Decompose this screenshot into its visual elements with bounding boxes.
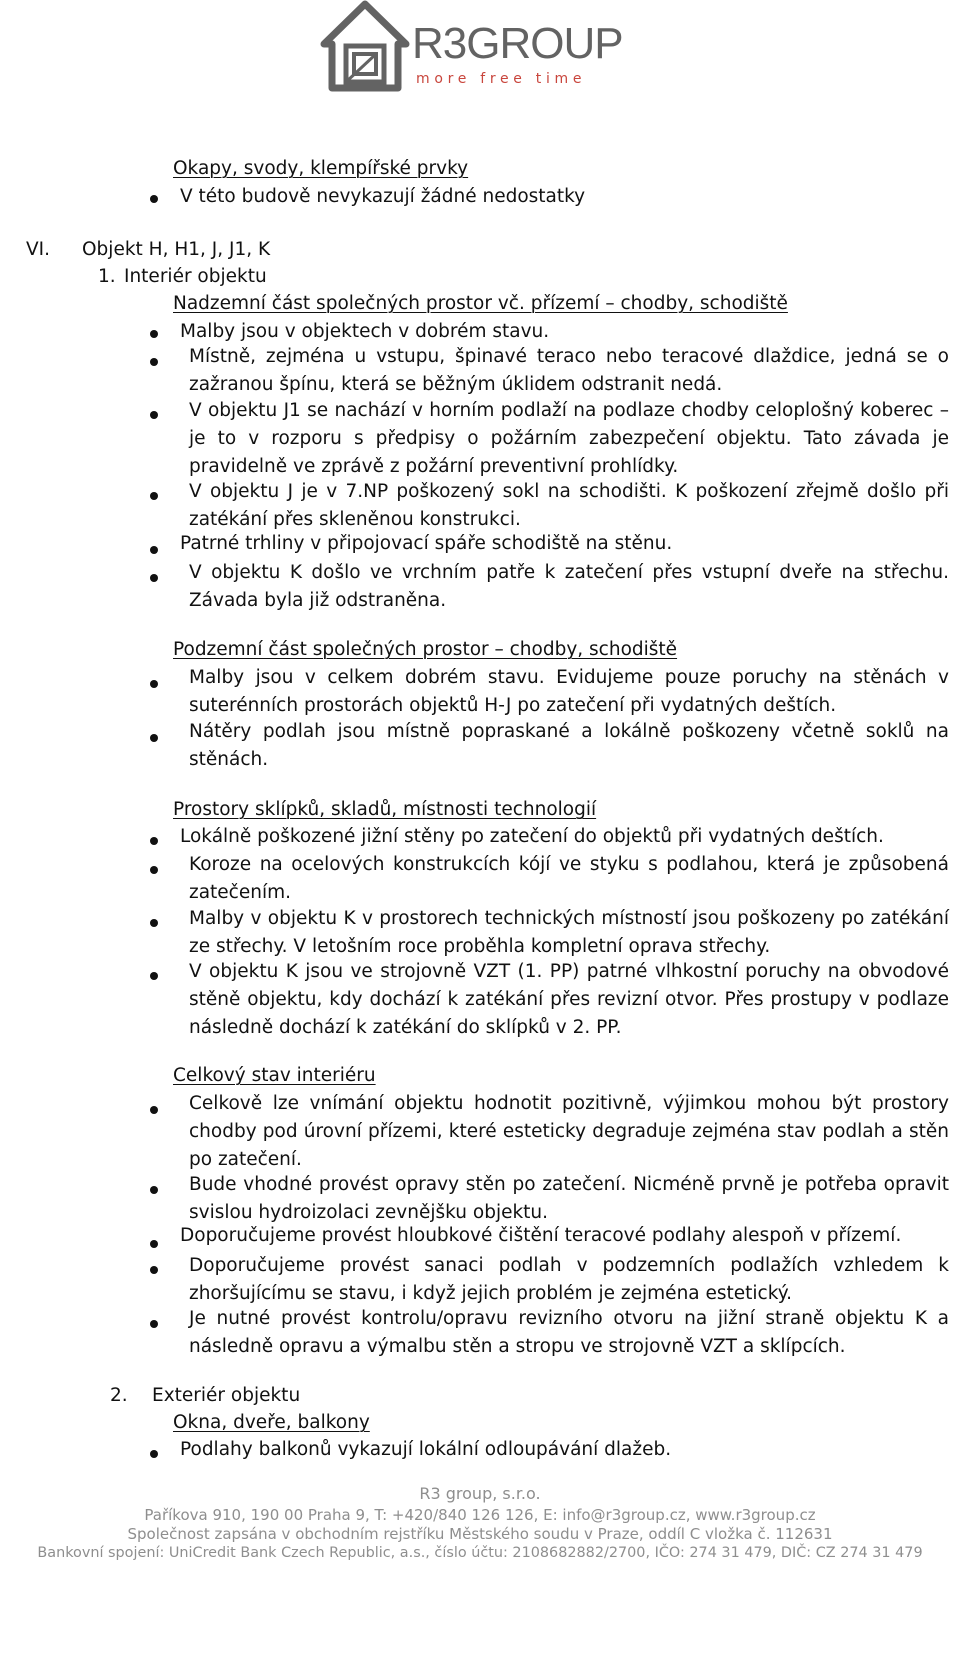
bullet-icon	[150, 919, 158, 927]
list-item: Malby v objektu K v prostorech technických místností jsou poškozeny po zatékání ze střechy. V letošním roce proběhla kompletní oprava střechy.	[189, 908, 949, 957]
bullet-icon	[150, 195, 158, 203]
list-item: Doporučujeme provést sanaci podlah v podzemních podlažích vzhledem k zhoršujícímu se stavu, i když jejich problém je zejména estetický.	[189, 1255, 949, 1304]
bullet-icon	[150, 866, 158, 874]
footer-bank: Bankovní spojení: UniCredit Bank Czech Republic, a.s., číslo účtu: 2108682882/2700, IČO: 274 31 479, DIČ: CZ 274 31 479	[37, 1545, 923, 1561]
list-item: Malby jsou v celkem dobrém stavu. Evidujeme pouze poruchy na stěnách v suterénních prostorách objektů H-J po zatečení při vydatných deštích.	[189, 667, 949, 716]
list-item: V objektu K došlo ve vrchním patře k zatečení přes vstupní dveře na střechu. Závada byla již odstraněna.	[189, 562, 949, 611]
bullet-icon	[150, 1266, 158, 1274]
list-item: Podlahy balkonů vykazují lokální odloupávání dlažeb.	[180, 1439, 672, 1460]
footer-register: Společnost zapsána v obchodním rejstříku Městského soudu v Praze, oddíl C vložka č. 112631	[127, 1525, 833, 1543]
list-item: V objektu K jsou ve strojovně VZT (1. PP) patrné vlhkostní poruchy na obvodové stěně objektu, kdy dochází k zatékání přes revizní otvor. Přes prostupy v podlaze následně dochází k zatékání do sklípků v 2. PP.	[189, 961, 949, 1038]
list-item: V objektu J je v 7.NP poškozený sokl na schodišti. K poškození zřejmě došlo při zatékání přes skleněnou konstrukci.	[189, 481, 949, 530]
list-item: Lokálně poškozené jižní stěny po zatečení do objektů při vydatných deštích.	[180, 826, 884, 847]
subsection-number-2: 2.	[110, 1385, 128, 1406]
list-item: Celkově lze vnímání objektu hodnotit pozitivně, výjimkou mohou být prostory chodby pod úrovní přízemi, které esteticky degraduje zejména stav podlah a stěn po zatečení.	[189, 1093, 949, 1170]
bullet-icon	[150, 1450, 158, 1458]
bullet-icon	[150, 492, 158, 500]
logo-tagline: more free time	[416, 71, 587, 87]
bullet-icon	[150, 734, 158, 742]
list-item: Koroze na ocelových konstrukcích kójí ve styku s podlahou, která je způsobená zatečením.	[189, 854, 949, 903]
section-title-vi: Objekt H, H1, J, J1, K	[82, 239, 271, 260]
list-item: Doporučujeme provést hloubkové čištění teracové podlahy alespoň v přízemí.	[180, 1225, 902, 1246]
bullet-icon	[150, 1240, 158, 1248]
list-item: Místně, zejména u vstupu, špinavé teraco nebo teracové dlaždice, jedná se o zažranou špínu, která se běžným úklidem odstranit nedá.	[189, 346, 949, 395]
bullet-icon	[150, 358, 158, 366]
company-logo	[320, 0, 630, 92]
logo-wordmark: R3GROUP	[412, 19, 623, 68]
bullet-icon	[150, 1186, 158, 1194]
list-item: V této budově nevykazují žádné nedostatky	[180, 186, 586, 207]
section-number-vi: VI.	[26, 239, 50, 260]
list-item: V objektu J1 se nachází v horním podlaží na podlaze chodby celoplošný koberec – je to v rozporu s předpisy o požárním zabezpečení objektu. Tato závada je pravidelně ve zprávě z požární preventivní prohlídky.	[189, 400, 949, 477]
heading-okna: Okna, dveře, balkony	[173, 1412, 370, 1433]
subsection-title-2: Exteriér objektu	[152, 1385, 301, 1406]
bullet-icon	[150, 546, 158, 554]
heading-okapy: Okapy, svody, klempířské prvky	[173, 158, 469, 179]
subsection-number-1: 1.	[98, 266, 116, 287]
list-item: Malby jsou v objektech v dobrém stavu.	[180, 321, 550, 342]
list-item: Patrné trhliny v připojovací spáře schodiště na stěnu.	[180, 533, 673, 554]
bullet-icon	[150, 680, 158, 688]
list-item: Bude vhodné provést opravy stěn po zatečení. Nicméně prvně je potřeba opravit svislou hydroizolaci zevnějšku objektu.	[189, 1174, 949, 1223]
bullet-icon	[150, 574, 158, 582]
heading-celkovy: Celkový stav interiéru	[173, 1065, 376, 1086]
bullet-icon	[150, 972, 158, 980]
footer-address: Paříkova 910, 190 00 Praha 9, T: +420/840 126 126, E: info@r3group.cz, www.r3group.cz	[144, 1506, 816, 1524]
list-item: Je nutné provést kontrolu/opravu revizního otvoru na jižní straně objektu K a následně opravu a výmalbu stěn a stropu ve strojovně VZT a sklípcích.	[189, 1308, 949, 1357]
heading-podzemni: Podzemní část společných prostor – chodby, schodiště	[173, 639, 678, 660]
bullet-icon	[150, 330, 158, 338]
bullet-icon	[150, 837, 158, 845]
bullet-icon	[150, 1106, 158, 1114]
heading-nadzemni: Nadzemní část společných prostor vč. přízemí – chodby, schodiště	[173, 293, 788, 314]
house-logo-icon	[320, 0, 410, 92]
bullet-icon	[150, 1320, 158, 1328]
list-item: Nátěry podlah jsou místně popraskané a lokálně poškozeny včetně soklů na stěnách.	[189, 721, 949, 770]
subsection-title-1: Interiér objektu	[124, 266, 267, 287]
heading-prostory: Prostory sklípků, skladů, místnosti technologií	[173, 799, 597, 820]
footer-company: R3 group, s.r.o.	[419, 1484, 541, 1503]
bullet-icon	[150, 411, 158, 419]
